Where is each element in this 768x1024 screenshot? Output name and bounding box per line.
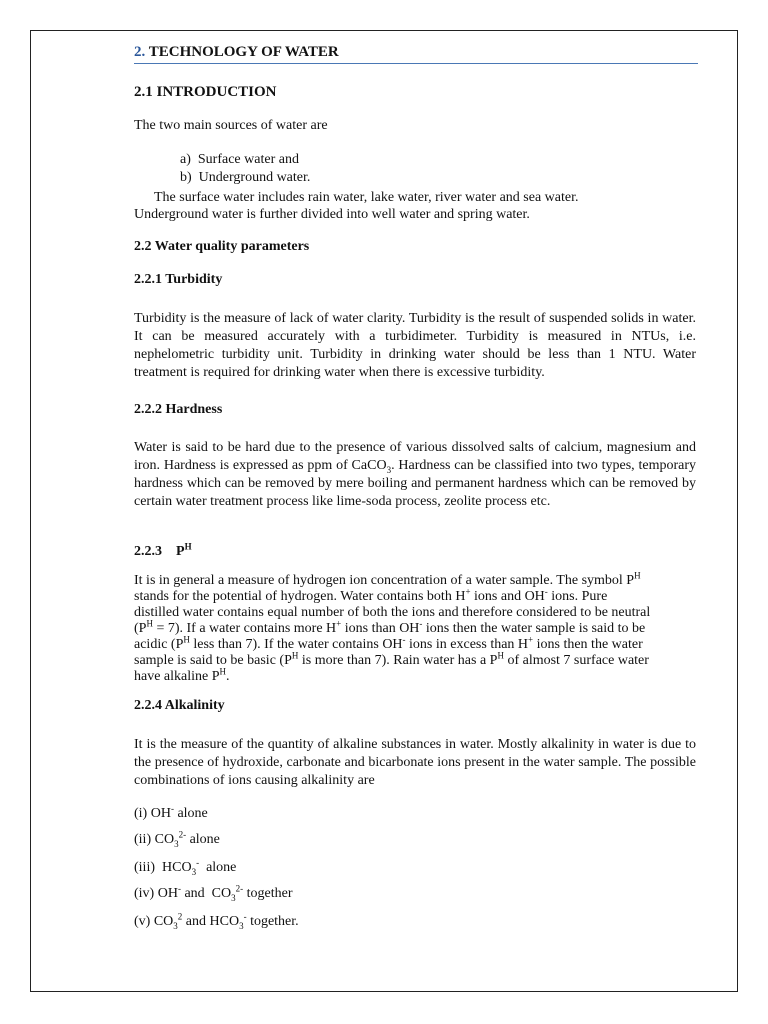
superscript: - (419, 618, 423, 629)
text: (iii) HCO (134, 860, 192, 875)
text: ions then the water sample is said to be (422, 621, 646, 636)
superscript: - (196, 857, 200, 868)
superscript: - (243, 911, 247, 922)
chapter-number: 2. (134, 44, 146, 60)
list-text: Underground water. (198, 170, 311, 185)
list-text: Surface water and (197, 152, 299, 167)
alkalinity-item-5 (134, 913, 299, 931)
subscript: 3 (239, 920, 244, 931)
turbidity-paragraph: Turbidity is the measure of lack of water clarity. Turbidity is the result of suspended solids in water. It can be measured accurately with a turbidimeter. Turbidity is measured in NTUs, i.e. nephelometric turbidity unit. Turbidity in drinking water should be less than 1 NTU. Water treatment is required for drinking water when there is excessive turbidity. (134, 311, 696, 380)
alkalinity-item-1 (134, 805, 208, 823)
superscript: - (544, 586, 548, 597)
subscript: 3 (173, 920, 178, 931)
superscript: - (402, 634, 406, 645)
heading-alkalinity: 2.2.4 Alkalinity (134, 698, 225, 713)
intro-lead: The two main sources of water are (134, 118, 328, 133)
text: ions then the water (533, 637, 643, 652)
heading-water-quality-parameters: 2.2 Water quality parameters (134, 239, 310, 254)
superscript: H (183, 634, 190, 645)
text: (P (134, 621, 147, 636)
list-item-underground-water (180, 169, 310, 187)
ph-line-3: distilled water contains equal number of both the ions and therefore considered to be neutral (134, 605, 651, 620)
text: acidic (P (134, 637, 184, 652)
superscript: H (219, 666, 227, 677)
text: less than 7). If the water contains OH (189, 637, 403, 652)
superscript: + (465, 586, 471, 597)
superscript: 2- (235, 883, 244, 894)
alkalinity-item-2 (134, 831, 220, 849)
text: of almost 7 surface water (503, 653, 649, 668)
superscript: H (497, 650, 504, 661)
text: together (243, 886, 293, 901)
text: (v) CO (134, 914, 174, 929)
intro-paragraph-line-2: Underground water is further divided into well water and spring water. (134, 207, 530, 222)
text: alone (186, 832, 220, 847)
superscript: + (336, 618, 342, 629)
superscript: H (146, 618, 153, 629)
hardness-paragraph (134, 439, 696, 511)
superscript: H (184, 541, 192, 552)
alkalinity-item-4 (134, 885, 292, 903)
text: . (226, 669, 230, 684)
list-marker: a) (180, 152, 191, 167)
subscript: 3 (174, 838, 179, 849)
alkalinity-item-3 (134, 859, 236, 877)
text: It is in general a measure of hydrogen ion concentration of a water sample. The symbol P (134, 573, 635, 588)
heading-ph (134, 541, 192, 560)
text: sample is said to be basic (P (134, 653, 292, 668)
heading-hardness: 2.2.2 Hardness (134, 402, 223, 417)
alkalinity-paragraph: It is the measure of the quantity of alkaline substances in water. Mostly alkalinity in water is due to the presence of hydroxide, carbonate and bicarbonate ions present in the water sample. The possible combinations of ions causing alkalinity are (134, 737, 696, 788)
text: (i) OH (134, 806, 171, 821)
list-marker: b) (180, 170, 192, 185)
text: together. (246, 914, 299, 929)
hardness-text-1: Water is said to be hard due to the presence of various dissolved salts of calcium, magnesium and iron. Hardness is expressed as ppm of CaCO (134, 440, 696, 473)
text: and CO (180, 886, 232, 901)
text: alone (199, 860, 237, 875)
text: have alkaline P (134, 669, 220, 684)
text: ions. Pure (547, 589, 608, 604)
superscript: - (177, 883, 181, 894)
text: stands for the potential of hydrogen. Water contains both H (134, 589, 466, 604)
subscript: 3 (191, 866, 197, 877)
superscript: 2- (178, 829, 187, 840)
subscript: 3 (231, 892, 236, 903)
subscript: 3 (386, 464, 392, 475)
text: and HCO (182, 914, 240, 929)
text: ions than OH (341, 621, 420, 636)
heading-ph-text: 2.2.3 P (134, 544, 185, 559)
list-item-surface-water (180, 151, 299, 169)
superscript: H (634, 570, 641, 581)
superscript: - (170, 803, 174, 814)
text: = 7). If a water contains more H (152, 621, 337, 636)
text: is more than 7). Rain water has a P (298, 653, 498, 668)
ph-line-7 (134, 668, 230, 686)
text: (ii) CO (134, 832, 175, 847)
text: ions in excess than H (405, 637, 529, 652)
text: alone (173, 806, 208, 821)
text: (iv) OH (134, 886, 178, 901)
intro-paragraph-line-1: The surface water includes rain water, lake water, river water and sea water. (154, 190, 579, 205)
heading-introduction: 2.1 INTRODUCTION (134, 84, 277, 100)
superscript: H (291, 650, 299, 661)
heading-turbidity: 2.2.1 Turbidity (134, 272, 223, 287)
chapter-title-text: TECHNOLOGY OF WATER (145, 44, 339, 60)
superscript: 2 (177, 911, 183, 922)
hardness-text-2: . Hardness can be classified into two types, temporary hardness which can be removed by mere boiling and permanent hardness which can be removed by certain water treatment process like lime-soda process, zeolite process etc. (134, 458, 696, 509)
superscript: + (528, 634, 534, 645)
chapter-title (134, 44, 698, 64)
text: ions and OH (470, 589, 545, 604)
